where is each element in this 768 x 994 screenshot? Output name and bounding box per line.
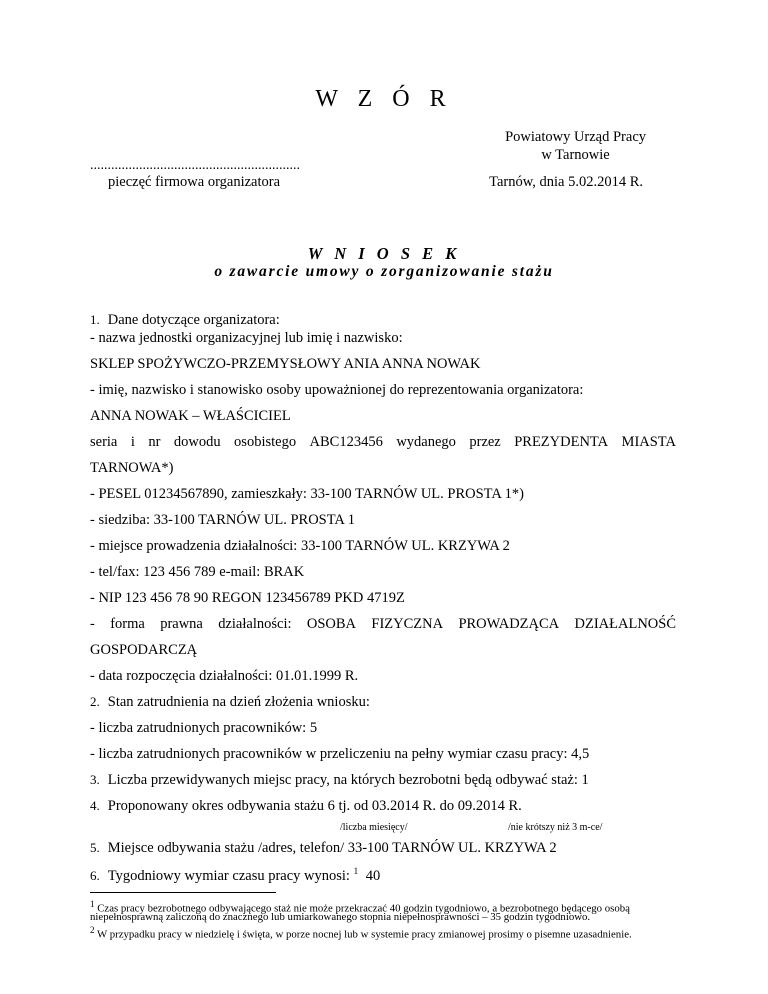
org-name-label: - nazwa jednostki organizacyjnej lub imię i nazwisko: (90, 330, 403, 346)
representative-label: - imię, nazwisko i stanowisko osoby upoważnionej do reprezentowania organizatora: (90, 382, 584, 398)
id-word: wydanego (396, 434, 456, 450)
section-6 (90, 866, 380, 885)
section-1-title (90, 312, 280, 329)
section-2-title (90, 694, 370, 711)
section-4 (90, 798, 522, 815)
section-1-number: 1. (90, 312, 100, 327)
section-2-number: 2. (90, 694, 100, 709)
form-word: działalności: (218, 616, 292, 632)
nip-regon-line: - NIP 123 456 78 90 REGON 123456789 PKD 4719Z (90, 590, 405, 606)
months-note: /liczba miesięcy/ (340, 822, 408, 833)
id-word: ABC123456 (309, 434, 383, 450)
footnote-1-line-2: niepełnosprawną zaliczoną do znacznego lub umiarkowanego stopnia niepełnosprawności – 35 godzin tygodniowo. (90, 911, 591, 923)
business-place-line: - miejsce prowadzenia działalności: 33-100 TARNÓW UL. KRZYWA 2 (90, 538, 510, 554)
footnote-1-mark: 1 (90, 899, 95, 909)
section-3-text: Liczba przewidywanych miejsc pracy, na których bezrobotni będą odbywać staż: 1 (107, 772, 589, 788)
minimum-note: /nie krótszy niż 3 m-ce/ (508, 822, 603, 833)
id-word: nr (148, 434, 161, 450)
org-name-value: SKLEP SPOŻYWCZO-PRZEMYSŁOWY ANIA ANNA NOWAK (90, 356, 481, 372)
footnote-2 (90, 924, 632, 941)
section-6-text: Tygodniowy wymiar czasu pracy wynosi: (107, 867, 350, 884)
section-2-title-text: Stan zatrudnienia na dzień złożenia wniosku: (107, 694, 370, 710)
date-line: Tarnów, dnia 5.02.2014 R. (489, 174, 643, 190)
representative-value: ANNA NOWAK – WŁAŚCICIEL (90, 408, 291, 424)
office-address (505, 128, 646, 164)
office-line-1: Powiatowy Urząd Pracy (505, 129, 646, 145)
pesel-line: - PESEL 01234567890, zamieszkały: 33-100 TARNÓW UL. PROSTA 1*) (90, 486, 524, 502)
form-word: forma (110, 616, 145, 632)
id-card-line (90, 434, 676, 451)
form-word: - (90, 616, 95, 632)
id-word: przez (469, 434, 501, 450)
section-6-number: 6. (90, 867, 100, 883)
weekly-hours-value: 40 (365, 867, 381, 884)
section-4-text: Proponowany okres odbywania stażu 6 tj. od 03.2014 R. do 09.2014 R. (107, 798, 522, 814)
seat-line: - siedziba: 33-100 TARNÓW UL. PROSTA 1 (90, 512, 355, 528)
section-1-title-text: Dane dotyczące organizatora: (107, 312, 280, 328)
heading-main: W N I O S E K (307, 244, 461, 263)
form-word: DZIAŁALNOŚĆ (574, 616, 676, 632)
fte-line: - liczba zatrudnionych pracowników w przeliczeniu na pełny wymiar czasu pracy: 4,5 (90, 746, 590, 762)
document-title: W Z Ó R (315, 86, 453, 112)
form-word: OSOBA (306, 616, 357, 632)
start-date-line: - data rozpoczęcia działalności: 01.01.1999 R. (90, 668, 359, 684)
footnote-ref-1[interactable]: 1 (353, 866, 359, 876)
section-5-number: 5. (90, 840, 100, 855)
section-5-text: Miejsce odbywania stażu /adres, telefon/ 33-100 TARNÓW UL. KRZYWA 2 (107, 840, 557, 856)
section-3 (90, 772, 589, 789)
employees-line: - liczba zatrudnionych pracowników: 5 (90, 720, 318, 736)
contact-line: - tel/fax: 123 456 789 e-mail: BRAK (90, 564, 305, 580)
legal-form-continuation: GOSPODARCZĄ (90, 642, 198, 658)
footnote-2-text: W przypadku pracy w niedzielę i święta, w porze nocnej lub w systemie pracy zmianowej prosimy o pisemne uzasadnienie. (97, 928, 632, 941)
stamp-label: pieczęć firmowa organizatora (108, 174, 281, 190)
form-word: prawna (160, 616, 203, 632)
id-word: PREZYDENTA (514, 434, 609, 450)
form-word: FIZYCZNA (371, 616, 444, 632)
id-word: i (130, 434, 135, 450)
id-word: osobistego (234, 434, 297, 450)
footnote-2-mark: 2 (90, 925, 95, 935)
section-5 (90, 840, 557, 857)
form-word: PROWADZĄCA (458, 616, 560, 632)
footnote-separator (90, 892, 276, 893)
section-4-number: 4. (90, 798, 100, 813)
id-word: MIASTA (621, 434, 676, 450)
heading-sub: o zawarcie umowy o zorganizowanie stażu (214, 263, 554, 280)
footnote-1-line-1: Czas pracy bezrobotnego odbywającego staż nie może przekraczać 40 godzin tygodniowo, a bezrobotnego będącego osobą (97, 902, 630, 915)
section-3-number: 3. (90, 772, 100, 787)
id-word: dowodu (173, 434, 221, 450)
legal-form-line (90, 616, 676, 633)
stamp-dotted-line: ............................................................ (90, 158, 300, 173)
id-word: seria (90, 434, 118, 450)
office-line-2: w Tarnowie (541, 147, 610, 163)
id-card-continuation: TARNOWA*) (90, 460, 174, 476)
